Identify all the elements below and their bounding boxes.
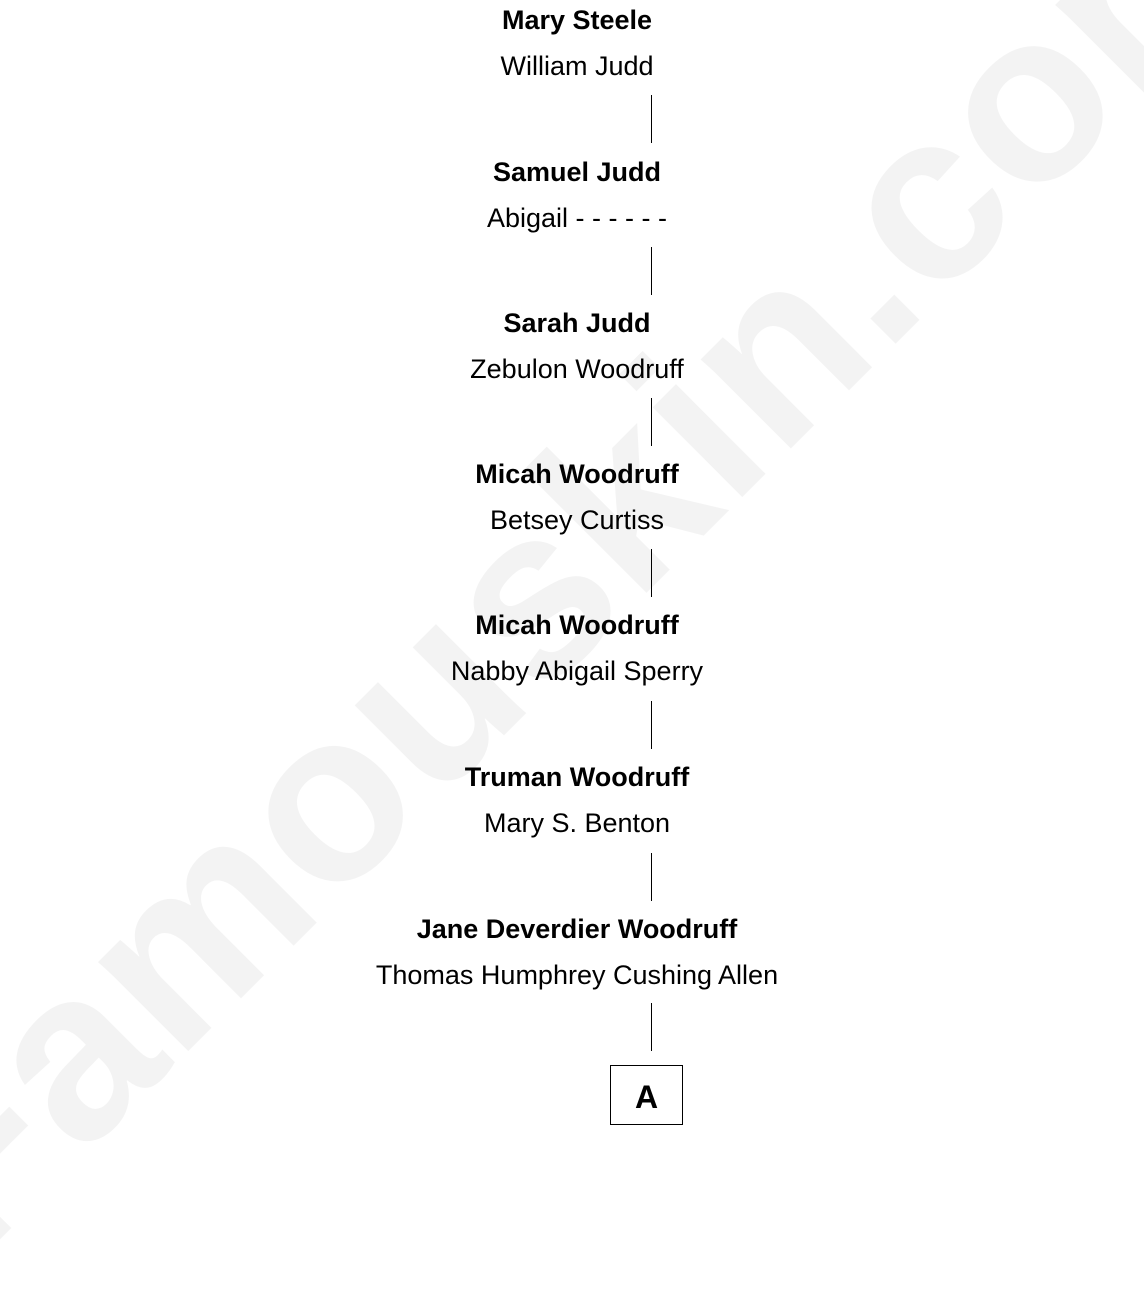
spouse-name: Betsey Curtiss	[489, 505, 665, 535]
connector-line	[651, 853, 652, 901]
spouse-name: Zebulon Woodruff	[470, 354, 684, 384]
ancestor-name: Micah Woodruff	[475, 459, 679, 489]
spouse-name: Thomas Humphrey Cushing Allen	[375, 960, 779, 990]
ancestor-name: Micah Woodruff	[475, 610, 679, 640]
spouse-name: Nabby Abigail Sperry	[450, 656, 704, 686]
connector-line	[651, 1003, 652, 1051]
spouse-name: Abigail - - - - - -	[486, 203, 667, 233]
spouse-name: William Judd	[500, 51, 654, 81]
ancestor-name: Sarah Judd	[503, 308, 651, 338]
connector-line	[651, 398, 652, 446]
connector-line	[651, 95, 652, 143]
ancestor-name: Samuel Judd	[492, 157, 662, 187]
spouse-name: Mary S. Benton	[483, 808, 671, 838]
ancestor-name: Mary Steele	[501, 5, 653, 35]
ancestor-name: Jane Deverdier Woodruff	[416, 914, 738, 944]
connector-line	[651, 549, 652, 597]
continuation-box: A	[610, 1065, 683, 1125]
connector-line	[651, 701, 652, 749]
connector-line	[651, 247, 652, 295]
ancestor-name: Truman Woodruff	[464, 762, 690, 792]
